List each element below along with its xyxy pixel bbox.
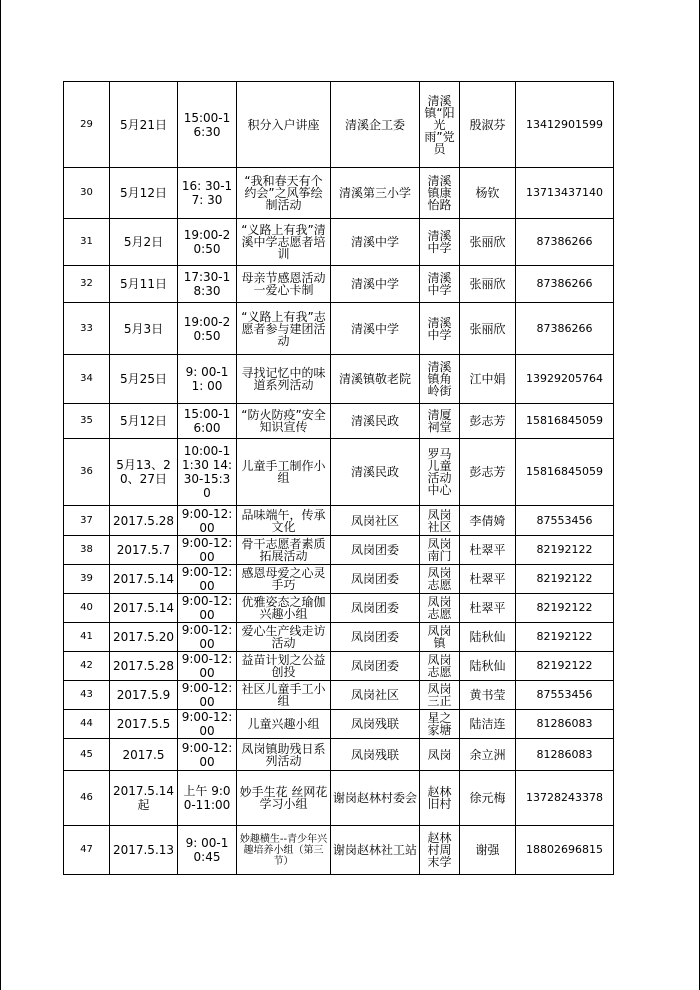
cell-activity: 骨干志愿者素质拓展活动 [237,536,331,565]
cell-activity: “我和春天有个约会”之风筝绘制活动 [237,168,331,219]
cell-time: 16: 30-17: 30 [178,168,237,219]
cell-organizer: 清溪民政 [331,439,420,506]
cell-activity: 妙手生花 丝网花学习小组 [237,771,331,826]
cell-no: 46 [64,771,110,826]
cell-contact: 殷淑芬 [460,82,516,168]
cell-date: 2017.5.28 [110,652,178,681]
cell-time: 9:00-12:00 [178,739,237,771]
cell-organizer: 凤岗残联 [331,739,420,771]
cell-time: 9:00-12:00 [178,681,237,710]
cell-phone: 87386266 [516,266,614,303]
cell-date: 2017.5.28 [110,506,178,536]
cell-phone: 82192122 [516,594,614,623]
cell-no: 44 [64,710,110,739]
table-row [64,565,614,594]
cell-phone: 87386266 [516,219,614,266]
cell-venue: 凤岗社区 [420,506,460,536]
cell-venue: 凤岗 [420,739,460,771]
cell-date: 5月21日 [110,82,178,168]
table-row [64,652,614,681]
cell-organizer: 清溪中学 [331,266,420,303]
cell-phone: 82192122 [516,565,614,594]
cell-venue: 赵林村周末学 [420,826,460,875]
table-row [64,506,614,536]
cell-time: 15:00-16:30 [178,82,237,168]
cell-phone: 13728243378 [516,771,614,826]
cell-no: 32 [64,266,110,303]
cell-venue: 清溪中学 [420,303,460,355]
cell-contact: 陆秋仙 [460,623,516,652]
cell-phone: 15816845059 [516,439,614,506]
cell-activity: 社区儿童手工小组 [237,681,331,710]
cell-phone: 87553456 [516,681,614,710]
cell-contact: 李倩婍 [460,506,516,536]
cell-venue: 星之家塘 [420,710,460,739]
cell-organizer: 凤岗团委 [331,536,420,565]
cell-organizer: 清溪中学 [331,219,420,266]
cell-time: 9:00-12:00 [178,506,237,536]
cell-contact: 谢强 [460,826,516,875]
cell-venue: 凤岗南门 [420,536,460,565]
cell-date: 5月2日 [110,219,178,266]
cell-date: 5月12日 [110,168,178,219]
cell-contact: 徐元梅 [460,771,516,826]
cell-activity: “义路上有我”志愿者参与建团活动 [237,303,331,355]
cell-activity: 感恩母爱之心灵手巧 [237,565,331,594]
cell-activity: 爱心生产线走访活动 [237,623,331,652]
cell-no: 38 [64,536,110,565]
cell-no: 29 [64,82,110,168]
cell-time: 19:00-20:50 [178,303,237,355]
cell-venue: 清溪镇“阳光雨”党员 [420,82,460,168]
cell-activity: 优雅姿态之瑜伽兴趣小组 [237,594,331,623]
cell-contact: 杜翠平 [460,536,516,565]
cell-venue: 凤岗镇 [420,623,460,652]
table-row [64,404,614,439]
table-row [64,355,614,404]
table-row [64,536,614,565]
cell-time: 9:00-12:00 [178,536,237,565]
cell-activity: 益苗计划之公益创投 [237,652,331,681]
table-row [64,82,614,168]
cell-time: 17:30-18:30 [178,266,237,303]
cell-organizer: 清溪中学 [331,303,420,355]
cell-venue: 赵林旧村 [420,771,460,826]
cell-organizer: 凤岗团委 [331,652,420,681]
cell-contact: 杜翠平 [460,594,516,623]
cell-date: 5月12日 [110,404,178,439]
cell-time: 9:00-12:00 [178,652,237,681]
cell-phone: 15816845059 [516,404,614,439]
cell-contact: 张丽欣 [460,266,516,303]
cell-venue: 清溪镇康怡路 [420,168,460,219]
cell-organizer: 凤岗团委 [331,623,420,652]
cell-venue: 罗马儿童活动中心 [420,439,460,506]
cell-organizer: 凤岗社区 [331,506,420,536]
cell-contact: 余立洲 [460,739,516,771]
cell-date: 2017.5 [110,739,178,771]
cell-venue: 清溪中学 [420,219,460,266]
cell-venue: 清溪镇角岭街 [420,355,460,404]
table-row [64,266,614,303]
table-row [64,168,614,219]
cell-no: 33 [64,303,110,355]
table-row [64,826,614,875]
cell-date: 5月13、20、27日 [110,439,178,506]
table-row [64,303,614,355]
table-row [64,771,614,826]
cell-phone: 81286083 [516,739,614,771]
cell-organizer: 凤岗团委 [331,565,420,594]
cell-contact: 杜翠平 [460,565,516,594]
cell-no: 31 [64,219,110,266]
cell-time: 19:00-20:50 [178,219,237,266]
cell-activity: 儿童兴趣小组 [237,710,331,739]
cell-no: 40 [64,594,110,623]
cell-phone: 18802696815 [516,826,614,875]
cell-phone: 87553456 [516,506,614,536]
cell-date: 2017.5.7 [110,536,178,565]
cell-time: 9:00-12:00 [178,565,237,594]
cell-date: 2017.5.13 [110,826,178,875]
cell-venue: 凤岗志愿 [420,594,460,623]
cell-contact: 杨钦 [460,168,516,219]
cell-no: 45 [64,739,110,771]
table-row [64,439,614,506]
cell-no: 39 [64,565,110,594]
cell-no: 41 [64,623,110,652]
cell-no: 36 [64,439,110,506]
cell-venue: 清溪中学 [420,266,460,303]
cell-phone: 82192122 [516,623,614,652]
cell-phone: 82192122 [516,652,614,681]
cell-contact: 江中娟 [460,355,516,404]
cell-phone: 13412901599 [516,82,614,168]
cell-phone: 13929205764 [516,355,614,404]
cell-no: 42 [64,652,110,681]
cell-date: 2017.5.9 [110,681,178,710]
cell-organizer: 谢岗赵林社工站 [331,826,420,875]
cell-organizer: 凤岗社区 [331,681,420,710]
cell-date: 2017.5.5 [110,710,178,739]
cell-venue: 清厦祠堂 [420,404,460,439]
cell-organizer: 清溪第三小学 [331,168,420,219]
table-row [64,710,614,739]
cell-organizer: 清溪民政 [331,404,420,439]
cell-phone: 13713437140 [516,168,614,219]
cell-date: 5月3日 [110,303,178,355]
cell-time: 9:00-12:00 [178,623,237,652]
cell-organizer: 凤岗残联 [331,710,420,739]
cell-contact: 黄书莹 [460,681,516,710]
cell-time: 9: 00-11: 00 [178,355,237,404]
cell-date: 2017.5.14 [110,594,178,623]
cell-contact: 张丽欣 [460,303,516,355]
cell-time: 9: 00-10:45 [178,826,237,875]
cell-venue: 凤岗志愿 [420,565,460,594]
cell-activity: 品味端午，传承文化 [237,506,331,536]
cell-date: 2017.5.20 [110,623,178,652]
cell-no: 34 [64,355,110,404]
cell-contact: 彭志芳 [460,439,516,506]
cell-organizer: 清溪镇敬老院 [331,355,420,404]
cell-time: 10:00-11:30 14:30-15:30 [178,439,237,506]
cell-venue: 凤岗志愿 [420,652,460,681]
cell-organizer: 谢岗赵林村委会 [331,771,420,826]
table-row [64,681,614,710]
cell-no: 37 [64,506,110,536]
cell-contact: 彭志芳 [460,404,516,439]
cell-activity: “义路上有我”清溪中学志愿者培训 [237,219,331,266]
cell-date: 5月11日 [110,266,178,303]
cell-phone: 82192122 [516,536,614,565]
cell-date: 2017.5.14起 [110,771,178,826]
cell-activity: 妙趣横生--青少年兴趣培养小组（第三节） [237,826,331,875]
cell-no: 43 [64,681,110,710]
cell-activity: 母亲节感恩活动一爱心卡制 [237,266,331,303]
cell-time: 15:00-16:00 [178,404,237,439]
cell-organizer: 凤岗团委 [331,594,420,623]
cell-activity: 凤岗镇助残日系列活动 [237,739,331,771]
cell-activity: 儿童手工制作小组 [237,439,331,506]
cell-contact: 张丽欣 [460,219,516,266]
cell-date: 5月25日 [110,355,178,404]
cell-activity: 寻找记忆中的味道系列活动 [237,355,331,404]
table-row [64,594,614,623]
cell-date: 2017.5.14 [110,565,178,594]
cell-contact: 陆洁连 [460,710,516,739]
cell-venue: 凤岗三正 [420,681,460,710]
cell-time: 9:00-12:00 [178,710,237,739]
cell-no: 47 [64,826,110,875]
cell-time: 9:00-12:00 [178,594,237,623]
cell-no: 30 [64,168,110,219]
cell-organizer: 清溪企工委 [331,82,420,168]
table-row [64,739,614,771]
cell-activity: 积分入户讲座 [237,82,331,168]
cell-phone: 87386266 [516,303,614,355]
cell-activity: “防火防疫”安全知识宣传 [237,404,331,439]
table-row [64,219,614,266]
table-body [64,82,614,875]
cell-contact: 陆秋仙 [460,652,516,681]
cell-no: 35 [64,404,110,439]
cell-time: 上午 9:00-11:00 [178,771,237,826]
activity-table [63,81,614,875]
table-row [64,623,614,652]
cell-phone: 81286083 [516,710,614,739]
